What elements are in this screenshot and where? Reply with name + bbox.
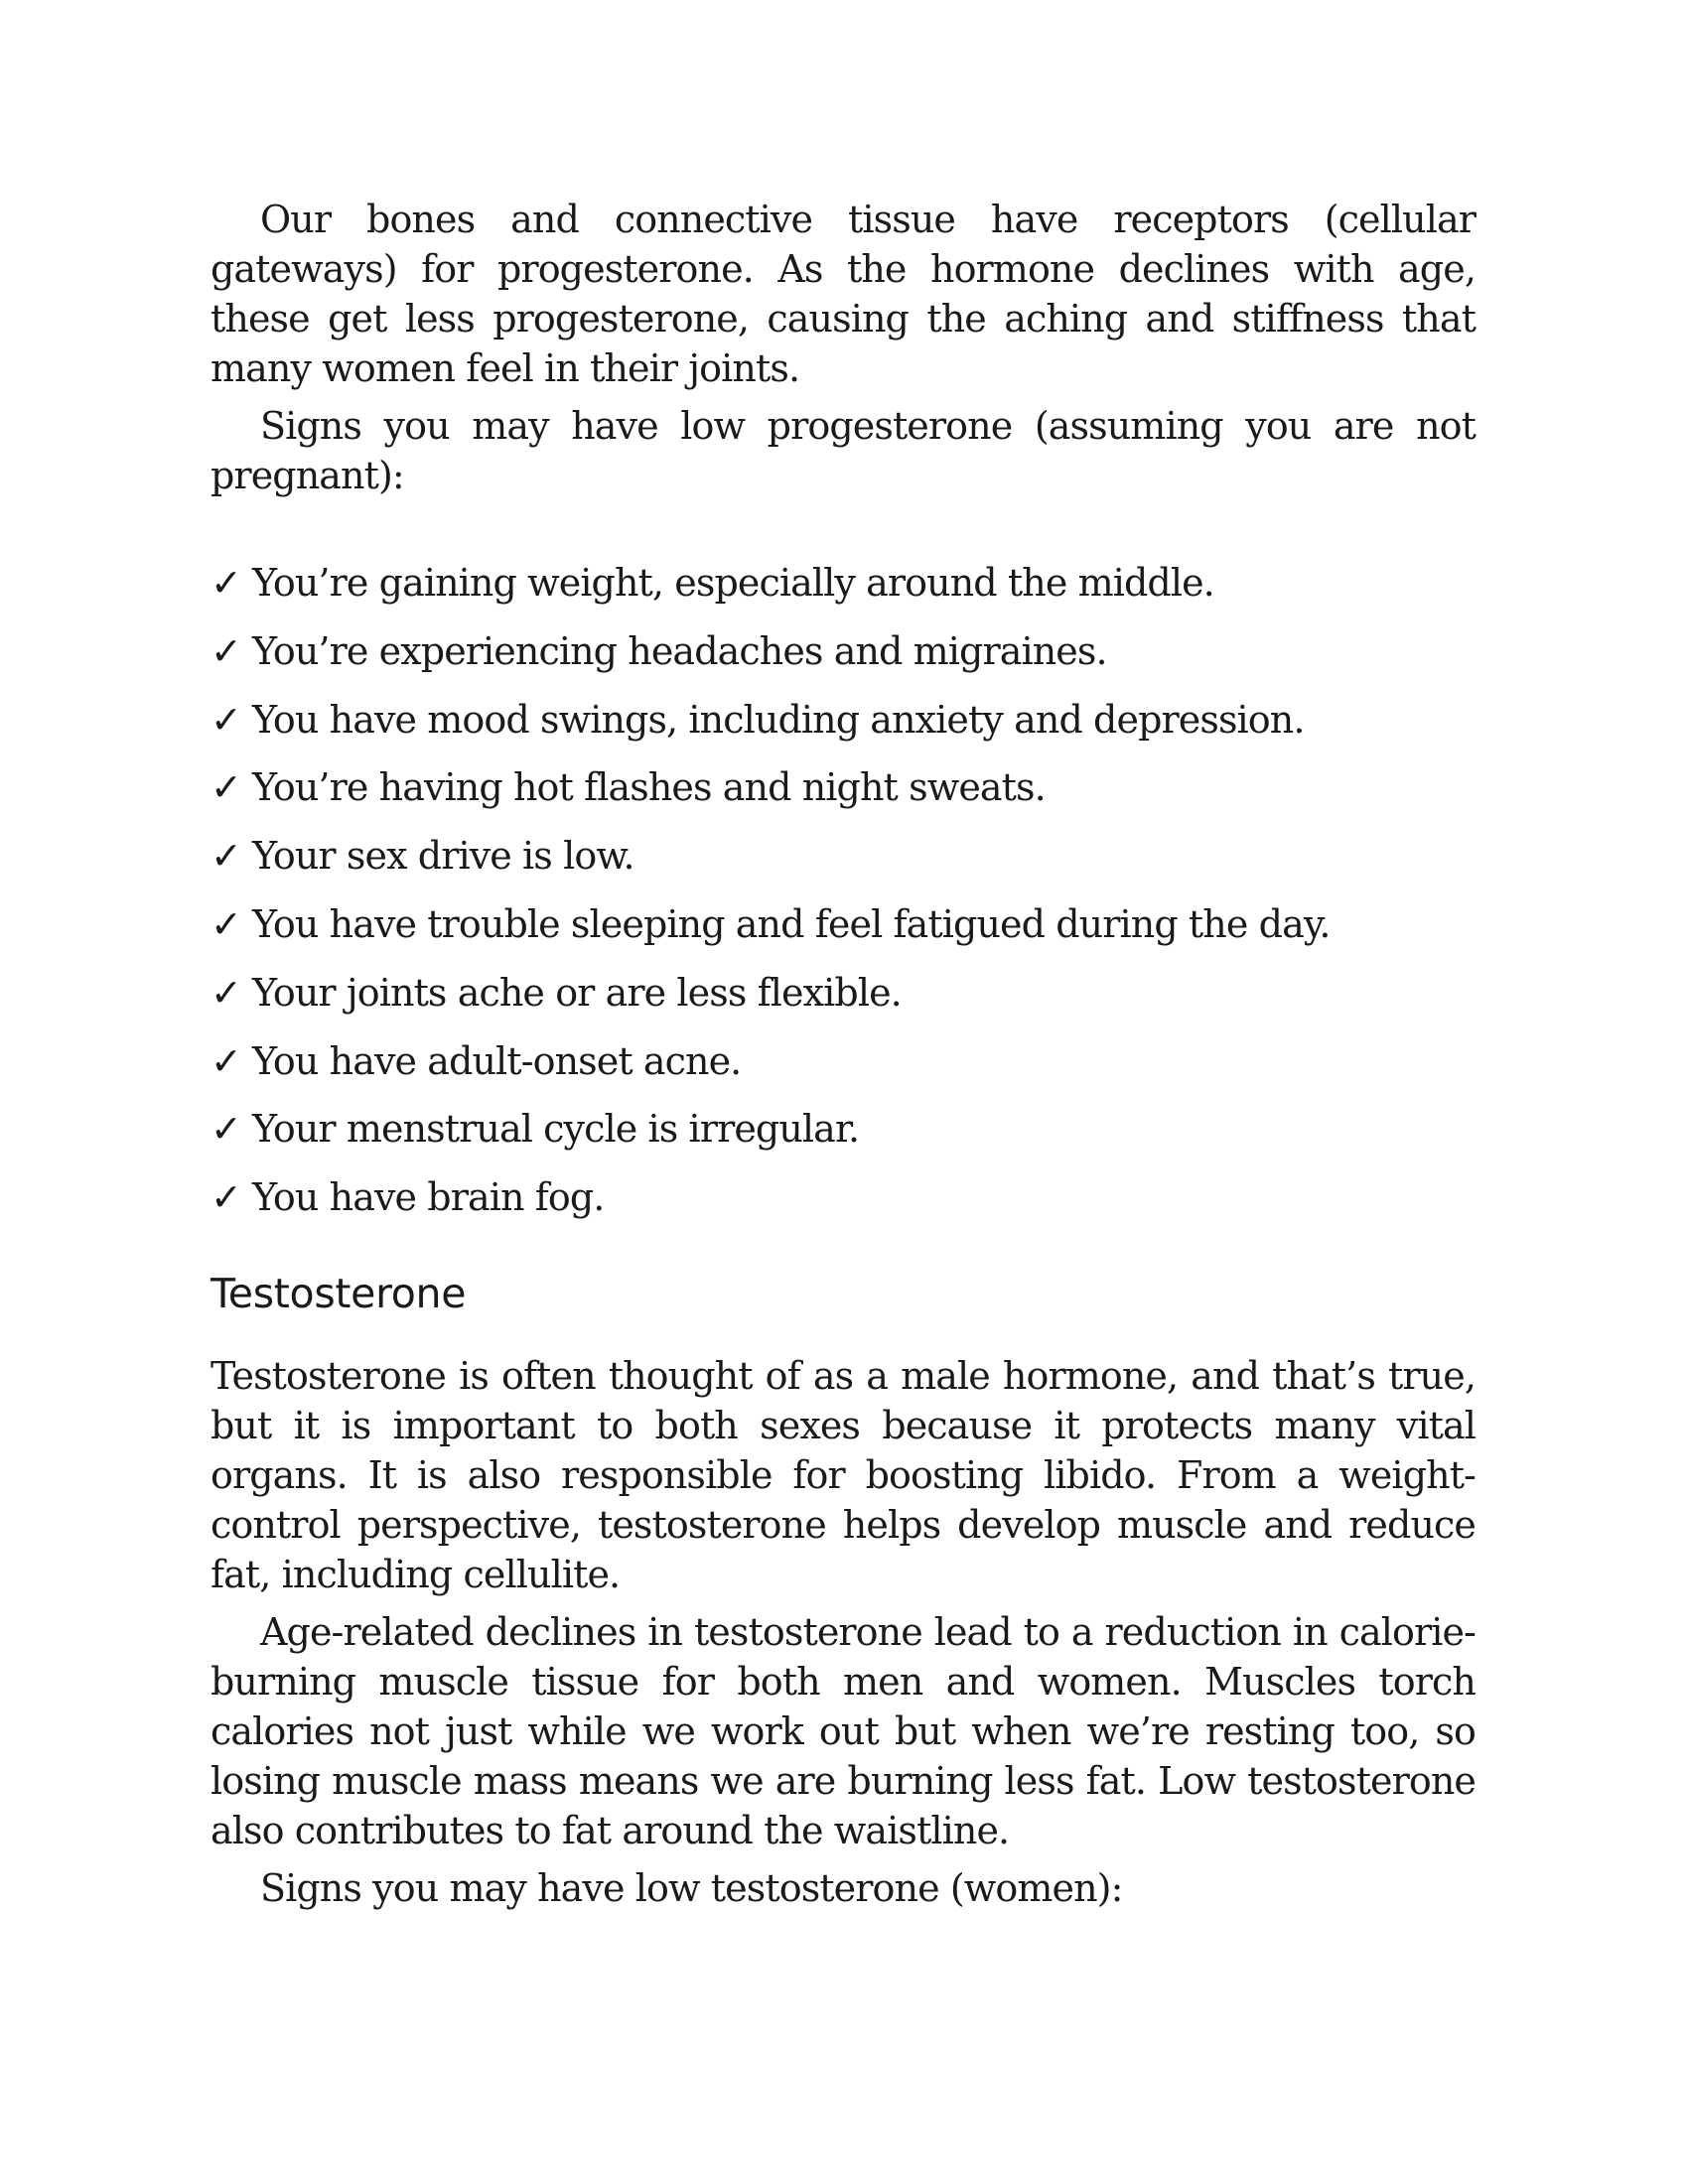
- list-item: [211, 1036, 1476, 1086]
- check-mark-icon: ✓: [211, 561, 241, 605]
- list-item-text: You have brain fog.: [252, 1175, 605, 1220]
- page-content: [211, 195, 1476, 1913]
- list-item: [211, 831, 1476, 881]
- check-mark-icon: ✓: [211, 1107, 241, 1152]
- list-item: [211, 762, 1476, 812]
- check-mark-icon: ✓: [211, 901, 241, 946]
- section-heading-testosterone: Testosterone: [211, 1270, 467, 1318]
- check-mark-icon: ✓: [211, 834, 241, 879]
- paragraph-testosterone-intro: Testosterone is often thought of as a male hormone, and that’s true, but it is important to both sexes because it protects many vital organs. It is also responsible for boosting libido. From a weight-control perspective, testosterone helps develop muscle and reduce fat, including cellulite.: [211, 1354, 1476, 1597]
- list-item: [211, 899, 1476, 949]
- list-item-text: You have trouble sleeping and feel fatigued during the day.: [252, 901, 1331, 946]
- list-item: [211, 1172, 1476, 1222]
- progesterone-signs-list: [211, 558, 1476, 1222]
- list-item-text: You’re gaining weight, especially around the middle.: [252, 561, 1214, 605]
- list-item: [211, 626, 1476, 676]
- list-item-text: You have mood swings, including anxiety and depression.: [252, 697, 1305, 742]
- check-mark-icon: ✓: [211, 628, 241, 673]
- list-item: [211, 695, 1476, 745]
- list-item-text: You have adult-onset acne.: [252, 1038, 742, 1083]
- list-item-text: You’re experiencing headaches and migraines.: [252, 628, 1107, 673]
- check-mark-icon: ✓: [211, 1175, 241, 1220]
- list-item: [211, 558, 1476, 608]
- list-item-text: Your menstrual cycle is irregular.: [252, 1107, 860, 1152]
- paragraph-progesterone-signs-intro: Signs you may have low progesterone (assuming you are not pregnant):: [211, 404, 1476, 497]
- list-item-text: Your joints ache or are less flexible.: [252, 970, 902, 1015]
- paragraph-testosterone-decline: Age-related declines in testosterone lead to a reduction in calorie-burning muscle tissue for both men and women. Muscles torch calories not just while we work out but when we’re resting too, so losing muscle mass means we are burning less fat. Low testosterone also contributes to fat around the waistline.: [211, 1610, 1476, 1853]
- check-mark-icon: ✓: [211, 1038, 241, 1083]
- list-item: [211, 1104, 1476, 1154]
- check-mark-icon: ✓: [211, 765, 241, 810]
- list-item: [211, 968, 1476, 1018]
- list-item-text: Your sex drive is low.: [252, 834, 634, 879]
- check-mark-icon: ✓: [211, 697, 241, 742]
- check-mark-icon: ✓: [211, 970, 241, 1015]
- list-item-text: You’re having hot flashes and night sweats.: [252, 765, 1046, 810]
- paragraph-testosterone-signs-intro: Signs you may have low testosterone (women):: [260, 1866, 1123, 1911]
- paragraph-progesterone-receptors: Our bones and connective tissue have receptors (cellular gateways) for progesterone. As the hormone declines with age, these get less progesterone, causing the aching and stiffness that many women feel in their joints.: [211, 198, 1476, 390]
